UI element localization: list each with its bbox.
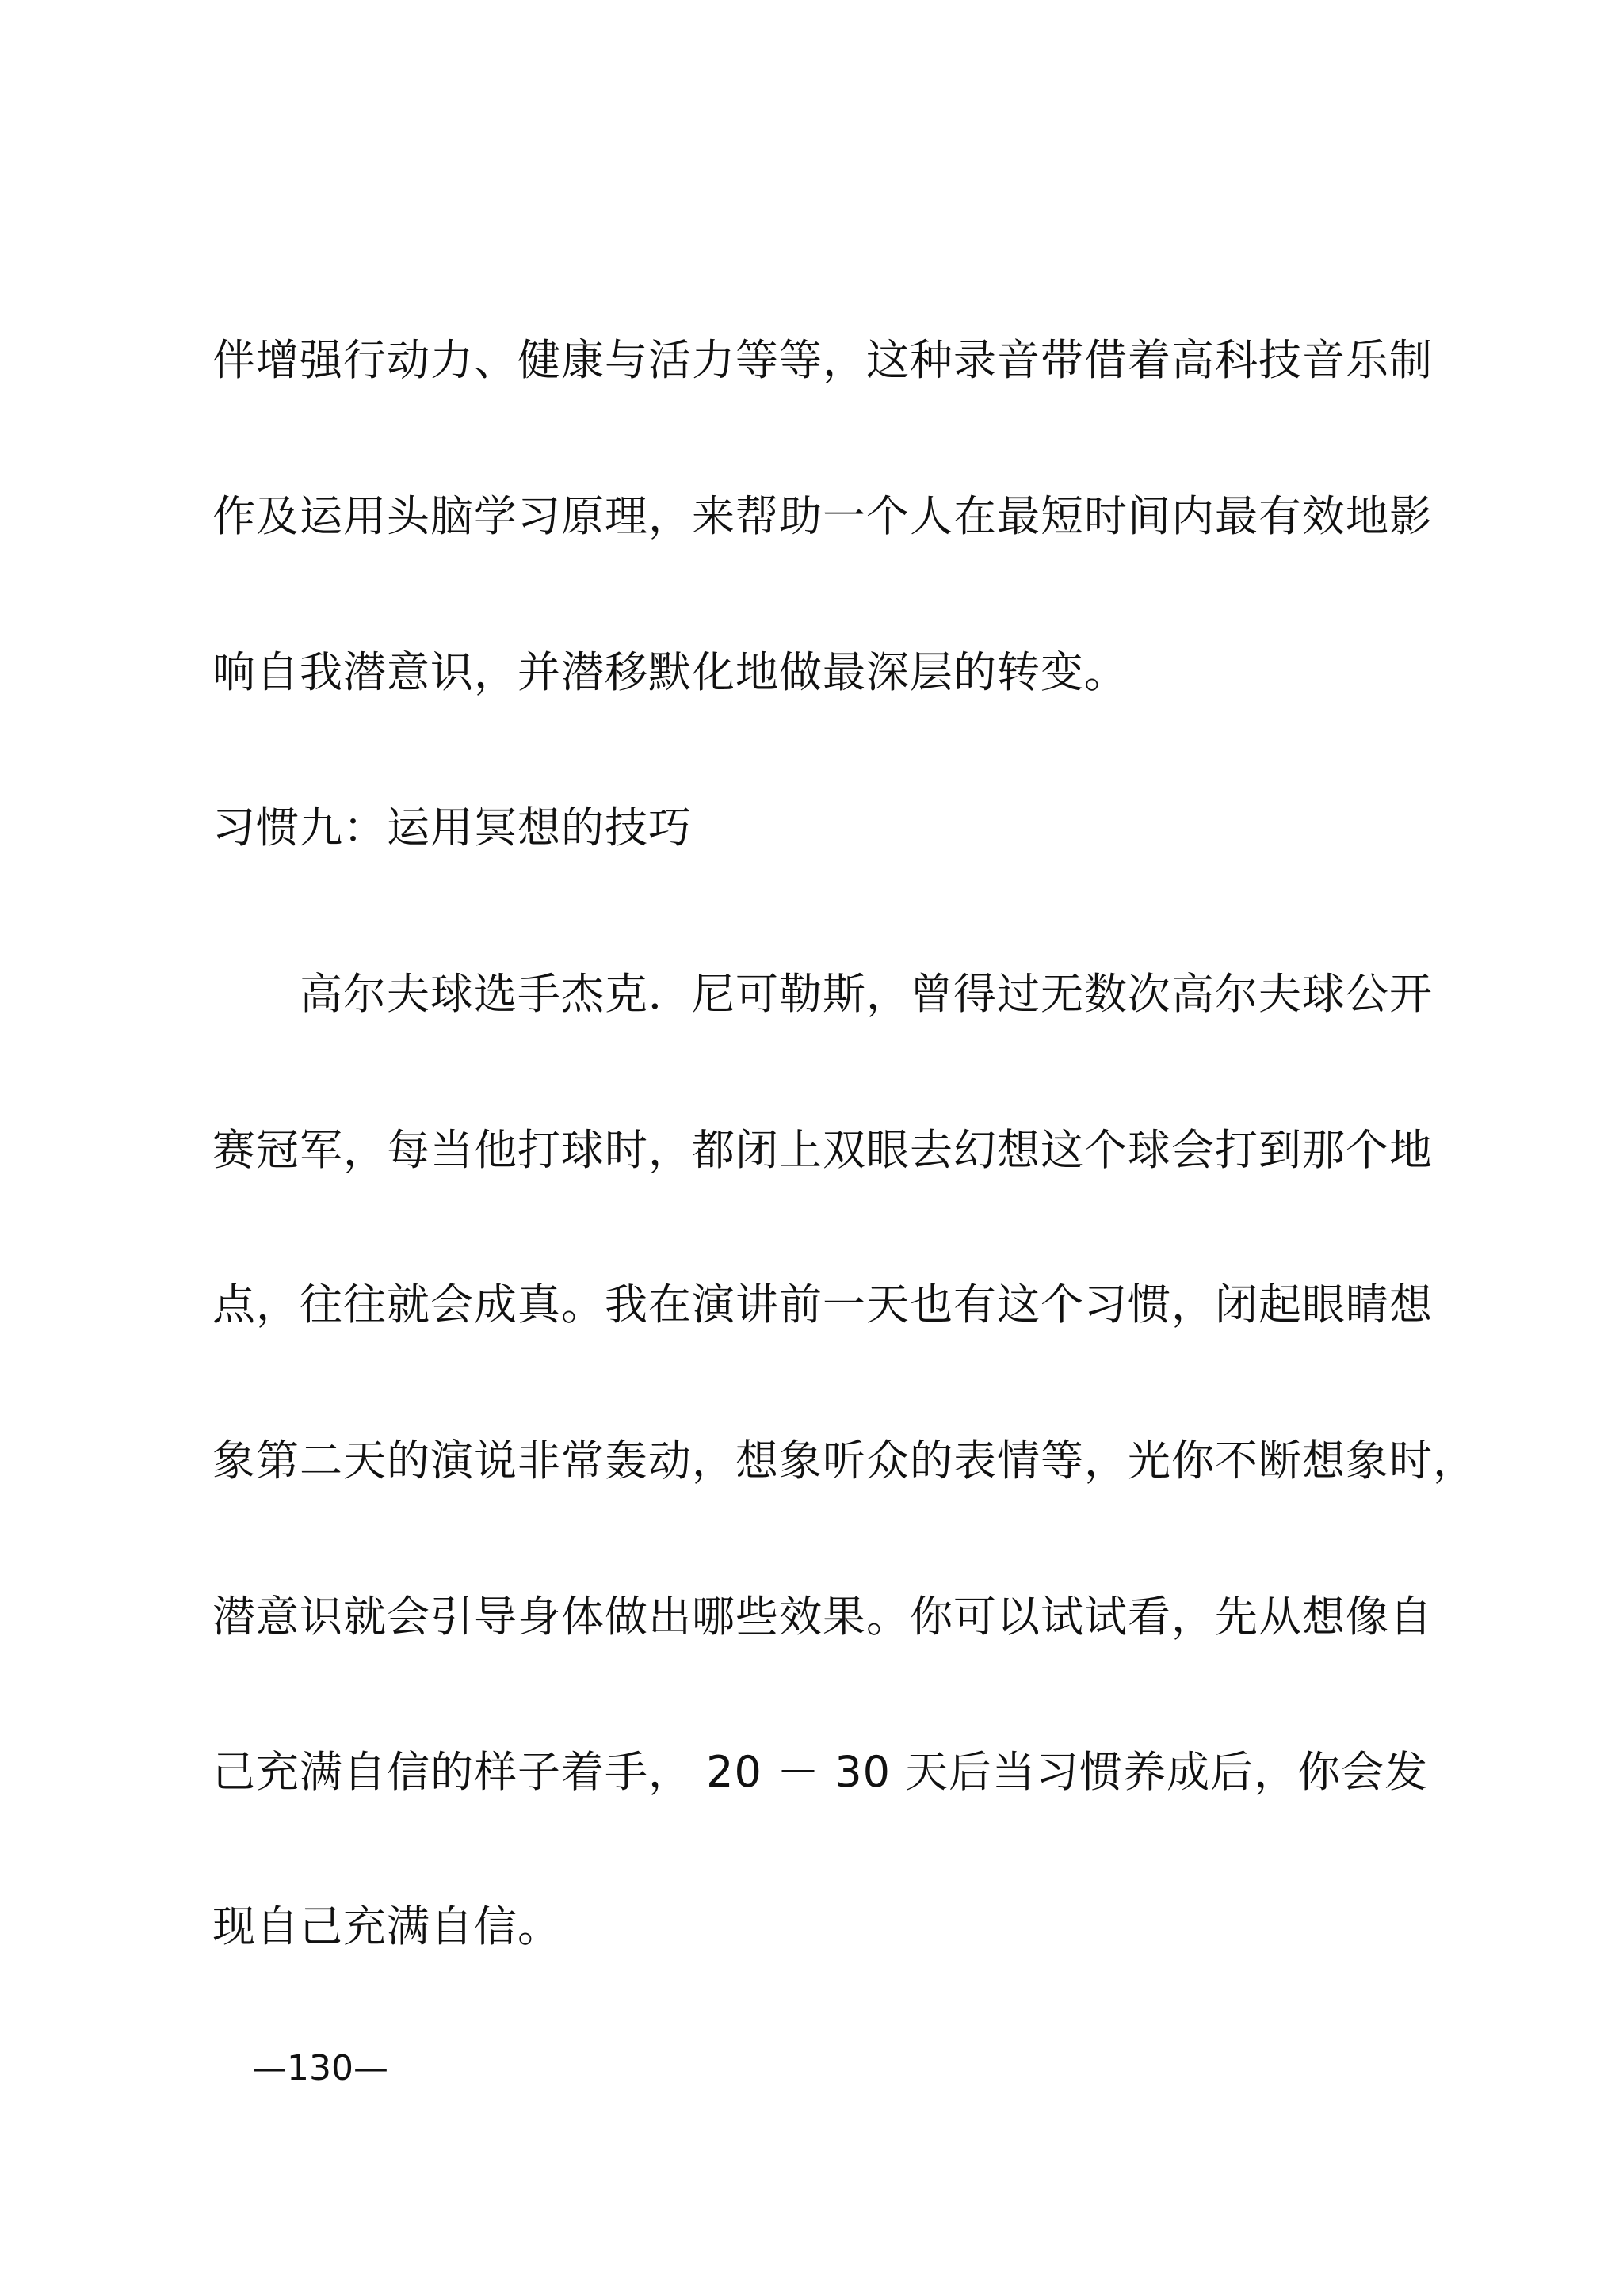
paragraph-2-line-5: 潜意识就会引导身体做出哪些效果。你可以试试看，先从想像自: [212, 1592, 1433, 1642]
paragraph-2-line-2: 赛冠军，每当他打球时，都闭上双眼去幻想这个球会打到那个地: [212, 1125, 1433, 1175]
paragraph-1-line-3: 响自我潜意识，并潜移默化地做最深层的转变。: [212, 647, 1128, 697]
page-number: —130—: [252, 2048, 388, 2088]
paragraph-2-line-7: 现自己充满自信。: [212, 1901, 561, 1951]
paragraph-2-line-6: 己充满自信的样子着手， 20 － 30 天后当习惯养成后，你会发: [212, 1747, 1429, 1797]
paragraph-2-line-1: 高尔夫球选手杰克．尼可勒斯，曾得过无数次高尔夫球公开: [300, 969, 1433, 1019]
paragraph-1-line-1: 伴增强行动力、健康与活力等等，这种录音带借着高科技音乐制: [212, 335, 1433, 385]
paragraph-2-line-4: 象第二天的演说非常轰动，想象听众的表情等，光你不断想象时，: [212, 1436, 1476, 1486]
paragraph-1-line-2: 作及运用头脑学习原理，来帮助一个人在最短时间内最有效地影: [212, 491, 1433, 541]
paragraph-2-line-3: 点，往往就会成真。我在演讲前一天也有这个习惯，闭起眼睛想: [212, 1280, 1433, 1329]
section-heading: 习惯九：运用冥想的技巧: [212, 803, 692, 852]
